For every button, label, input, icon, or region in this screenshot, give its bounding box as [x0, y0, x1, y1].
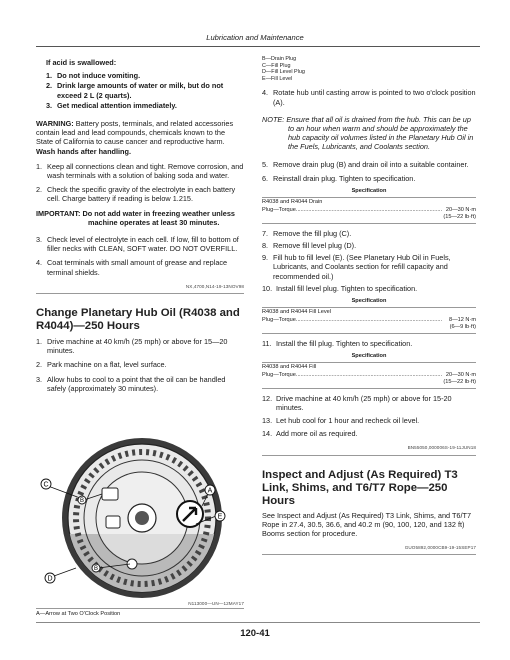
list-item: 2. Park machine on a flat, level surface. — [36, 360, 167, 370]
legend-item: C—Fill Plug — [262, 62, 291, 69]
list-item: 3. Get medical attention immediately. — [46, 100, 177, 110]
list-item: 14. Add more oil as required. — [262, 429, 358, 439]
section-title: Inspect and Adjust (As Required) T3 Link, Shims, and T6/T7 Rope—250 Hours — [262, 468, 458, 507]
list-item: 8. Remove fill level plug (D). — [262, 240, 357, 250]
figure-rule — [36, 608, 244, 609]
note-paragraph: NOTE: Ensure that all oil is drained from the hub. This can be up to an hour when warm and should be approximately the hub capacity oil volumes listed in the Planetary Hub Oil in the Fuels, Lubricants, and Coolants section. — [262, 114, 474, 152]
left-column — [36, 58, 244, 393]
specification-block: Specification R4038 and R4044 Fill Level Plug—Torque .............................................................................................. 8—12 N·m (6—9 lb·ft) — [262, 297, 476, 334]
reference-code: GUO5892,0000CB9-19-15SEP17 — [404, 545, 476, 551]
svg-text:E: E — [217, 513, 223, 521]
list-item: 1. Drive machine at 40 km/h (25 mph) or above for 15—20 minutes. — [36, 337, 228, 356]
callout-e — [215, 511, 225, 521]
list-item: 9. Fill hub to fill level (E). (See Planetary Hub Oil in Fuels, Lubricants, and Coolants section for refill capacity and recommended oil.) — [262, 253, 451, 281]
warning-paragraph: WARNING: Battery posts, terminals, and related accessories contain lead and lead compounds, chemicals known to the State of California to cause cancer and reproductive harm. Wash hands after handling. — [36, 119, 234, 156]
acid-heading: If acid is swallowed: — [46, 58, 117, 67]
list-item: 1. Keep all connections clean and tight. Remove corrosion, and wash terminals with a solution of baking soda and water. — [36, 161, 244, 181]
list-item: 4. Rotate hub until casting arrow is pointed to two o'clock position (A). — [262, 88, 476, 107]
battery-steps-b — [36, 235, 244, 277]
list-item: 4. Coat terminals with small amount of grease and replace terminal shields. — [36, 258, 228, 277]
section-body: See Inspect and Adjust (As Required) T3 Link, Shims, and T6/T7 Rope in 27.4, 30.5, 36.6, and 40.2 m (90, 100, 120, and 132 ft) Booms section for procedure. — [262, 510, 472, 538]
svg-text:B: B — [79, 498, 85, 505]
right-column — [262, 56, 476, 555]
list-item: 3. Check level of electrolyte in each cell. If low, fill to bottom of filler necks with CLEAN, SOFT water. DO NOT OVERFILL. — [36, 235, 239, 254]
hub-figure — [36, 436, 244, 600]
section-title: Change Planetary Hub Oil (R4038 and R4044)—250 Hours — [36, 307, 240, 333]
list-item: 10. Install fill level plug. Tighten to specification. — [262, 283, 418, 293]
legend-item: B—Drain Plug — [262, 56, 297, 62]
hub-steps — [36, 337, 244, 393]
specification-block: Specification R4038 and R4044 Fill Plug—Torque .............................................................................................. 20—30 N·m (15—22 lb·ft) — [262, 352, 476, 389]
list-item: 3. Allow hubs to cool to a point that the oil can be handled safely (approximately 30 minutes). — [36, 374, 226, 393]
ref-rule — [262, 455, 476, 456]
footer-rule — [36, 622, 480, 623]
list-item: 11. Install the fill plug. Tighten to specification. — [262, 338, 413, 348]
list-item: 1. Do not induce vomiting. — [46, 71, 141, 81]
callout-b-upper — [78, 496, 86, 504]
list-item: 7. Remove the fill plug (C). — [262, 228, 352, 238]
list-item: 2. Drink large amounts of water or milk, but do not exceed 2 L (2 quarts). — [46, 81, 224, 100]
ref-rule — [262, 554, 476, 555]
callout-legend — [262, 56, 476, 82]
legend-item: E—Fill Level — [262, 75, 293, 82]
svg-text:B: B — [93, 566, 99, 573]
svg-text:A: A — [207, 487, 213, 495]
list-item: 6. Reinstall drain plug. Tighten to specification. — [262, 173, 416, 183]
figure-reference: N113000—UN—12MAY17 — [188, 601, 244, 606]
specification-block: Specification R4038 and R4044 Drain Plug—Torque .............................................................................................. 20—30 N·m (15—22 lb·ft) — [262, 187, 476, 224]
important-paragraph: IMPORTANT: Do not add water in freezing weather unless machine operates at least 30 minutes. — [36, 208, 235, 227]
reference-code: BN55050,000006S-19-11JUN18 — [407, 445, 476, 451]
svg-text:D: D — [47, 575, 53, 583]
header-rule — [36, 46, 480, 47]
ref-rule — [36, 293, 244, 294]
callout-c — [41, 479, 51, 489]
final-steps — [262, 394, 476, 439]
reference-code: NX,4700,N14-19-13NOV98 — [185, 283, 244, 289]
acid-steps — [36, 71, 244, 110]
legend-item: D—Fill Level Plug — [262, 69, 305, 76]
list-item: 12. Drive machine at 40 km/h (25 mph) or above for 15-20 minutes. — [262, 393, 452, 412]
list-item: 2. Check the specific gravity of the electrolyte in each battery cell. Charge battery if reading is below 1.215. — [36, 185, 236, 204]
callout-d — [45, 573, 55, 583]
fill-steps — [262, 229, 476, 281]
list-item: 5. Remove drain plug (B) and drain oil into a suitable container. — [262, 159, 469, 169]
callout-b-lower — [92, 564, 100, 572]
planetary-hub-drawing — [36, 436, 244, 600]
callout-a — [205, 485, 215, 495]
list-item: 13. Let hub cool for 1 hour and recheck oil level. — [262, 415, 420, 425]
figure-caption: A—Arrow at Two O'Clock Position — [36, 611, 121, 617]
battery-steps-a — [36, 162, 244, 204]
svg-text:C: C — [43, 481, 49, 489]
page-number: 120-41 — [240, 628, 270, 639]
running-header: Lubrication and Maintenance — [206, 33, 304, 42]
